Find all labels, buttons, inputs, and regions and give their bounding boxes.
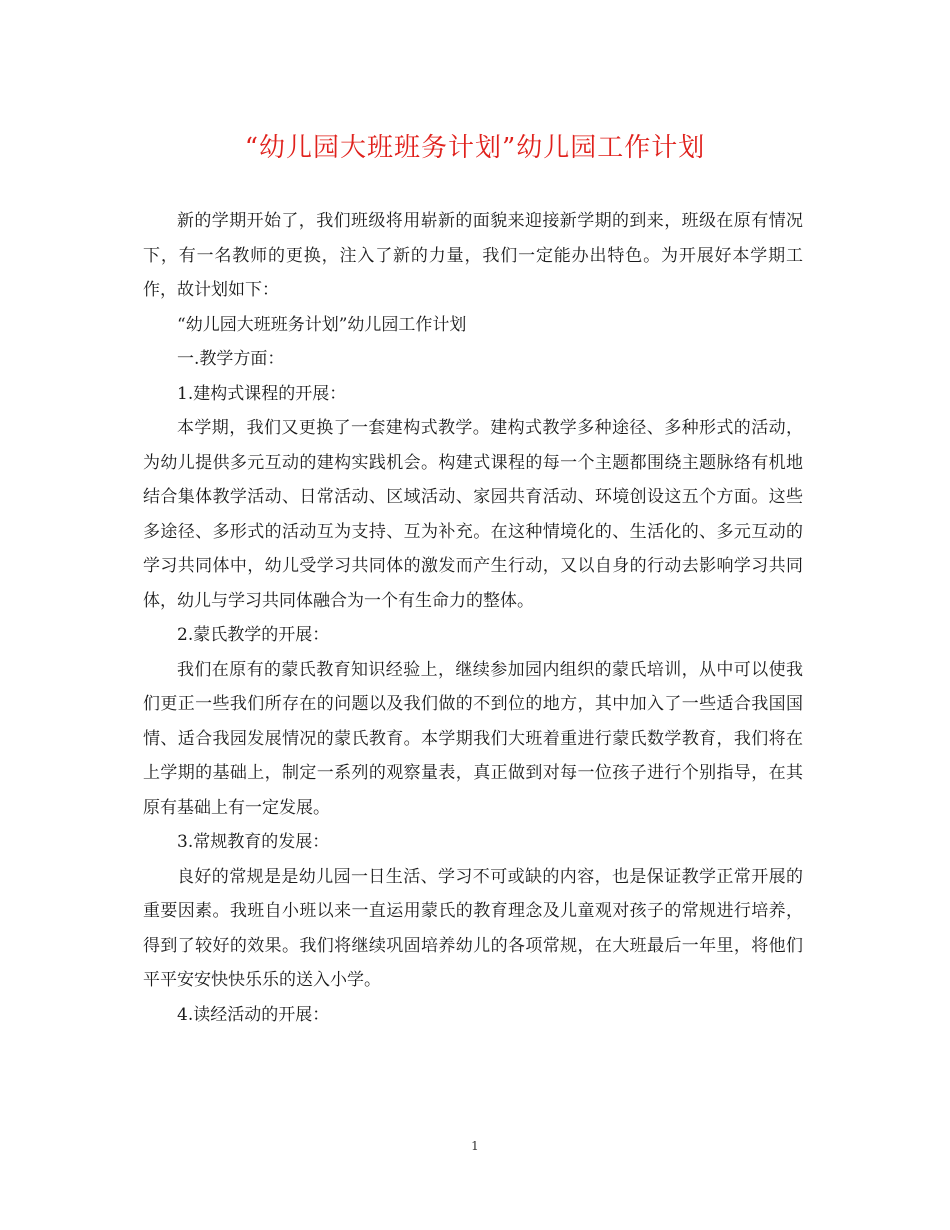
document-body xyxy=(143,204,803,1032)
intro-paragraph: 新的学期开始了，我们班级将用崭新的面貌来迎接新学期的到来，班级在原有情况下，有一名教师的更换，注入了新的力量，我们一定能办出特色。为开展好本学期工作，故计划如下： xyxy=(143,211,803,300)
subtitle-line: “幼儿园大班班务计划”幼儿园工作计划 xyxy=(177,314,467,335)
subheading-constructive-curriculum: 1.建构式课程的开展： xyxy=(177,383,347,404)
subheading-classics-reading: 4.读经活动的开展： xyxy=(177,1004,330,1025)
document-title: “幼儿园大班班务计划”幼儿园工作计划 xyxy=(244,133,706,163)
page-number: 1 xyxy=(471,1139,479,1153)
subheading-montessori: 2.蒙氏教学的开展： xyxy=(177,625,330,645)
subheading-routine-education: 3.常规教育的发展： xyxy=(177,832,330,852)
paragraph-routine-education: 良好的常规是是幼儿园一日生活、学习不可或缺的内容，也是保证教学正常开展的重要因素。我班自小班以来一直运用蒙氏的教育理念及儿童观对孩子的常规进行培养，得到了较好的效果。我们将继续巩固培养幼儿的各项常规，在大班最后一年里，将他们平平安安快快乐乐的送入小学。 xyxy=(143,866,803,990)
section-heading-teaching: 一.教学方面： xyxy=(177,349,285,369)
paragraph-constructive-curriculum: 本学期，我们又更换了一套建构式教学。建构式教学多种途径、多种形式的活动，为幼儿提供多元互动的建构实践机会。构建式课程的每一个主题都围绕主题脉络有机地结合集体教学活动、日常活动、区域活动、家园共育活动、环境创设这五个方面。这些多途径、多形式的活动互为支持、互为补充。在这种情境化的、生活化的、多元互动的学习共同体中，幼儿受学习共同体的激发而产生行动，又以自身的行动去影响学习共同体，幼儿与学习共同体融合为一个有生命力的整体。 xyxy=(143,418,803,611)
paragraph-montessori: 我们在原有的蒙氏教育知识经验上，继续参加园内组织的蒙氏培训，从中可以使我们更正一些我们所存在的问题以及我们做的不到位的地方，其中加入了一些适合我国国情、适合我园发展情况的蒙氏教育。本学期我们大班着重进行蒙氏数学教育，我们将在上学期的基础上，制定一系列的观察量表，真正做到对每一位孩子进行个别指导，在其原有基础上有一定发展。 xyxy=(143,659,803,818)
